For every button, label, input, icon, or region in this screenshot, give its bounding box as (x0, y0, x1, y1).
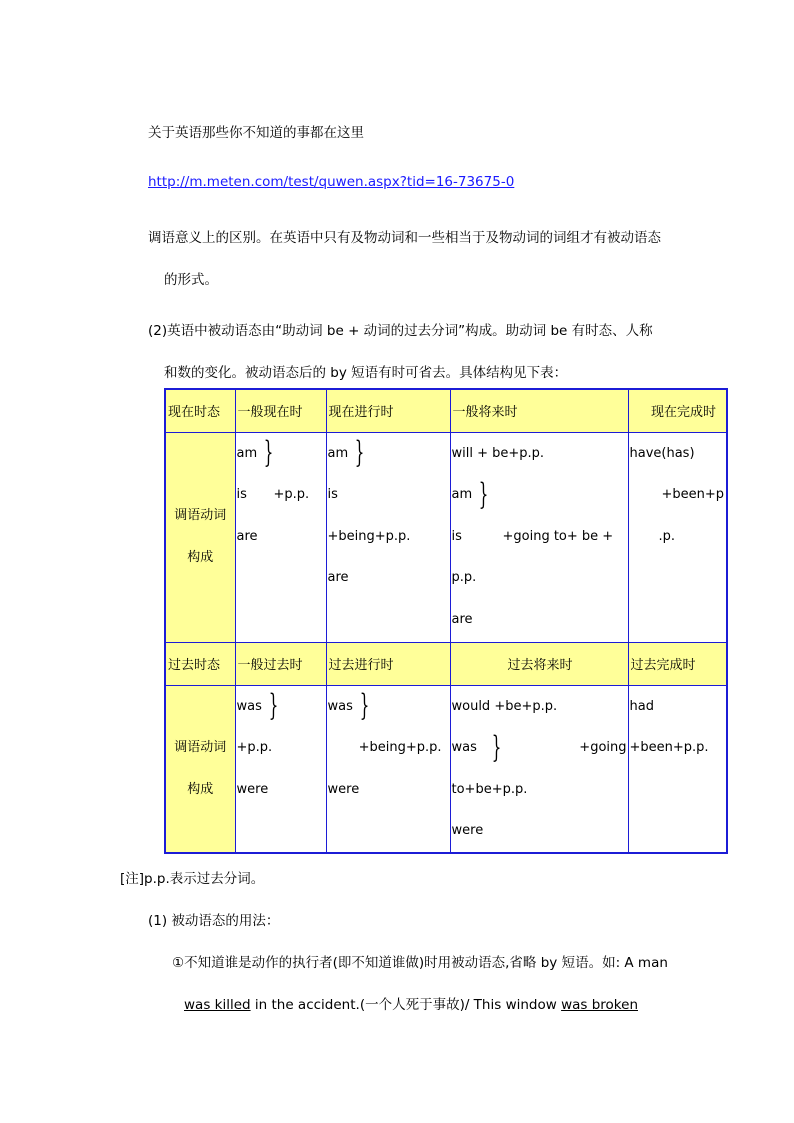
past-progressive-header: 过去进行时 (326, 642, 450, 685)
paragraph-1-line-2: 的形式。 (164, 272, 218, 288)
past-simple-header: 一般过去时 (235, 642, 326, 685)
brace-icon: } (359, 688, 370, 723)
past-progressive-cell: was } +being+p.p. were (326, 685, 450, 853)
brace-icon: } (491, 729, 502, 765)
header-line: 关于英语那些你不知道的事都在这里 (148, 125, 364, 141)
usage-1-line-1: ①不知道谁是动作的执行者(即不知道谁做)时用被动语态,省略 by 短语。如: A man (172, 955, 668, 971)
past-tense-header: 过去时态 (165, 642, 235, 685)
future-cell: will + be+p.p. am } is +going to+ be + p.p. are (450, 432, 628, 642)
past-perfect-header: 过去完成时 (628, 642, 727, 685)
present-perfect-cell: have(has) +been+p .p. (628, 432, 727, 642)
present-perfect-header: 现在完成时 (628, 389, 727, 432)
present-tense-header: 现在时态 (165, 389, 235, 432)
past-future-cell: would +be+p.p. was } +going to+be+p.p. were (450, 685, 628, 853)
paragraph-1-line-1: 调语意义上的区别。在英语中只有及物动词和一些相当于及物动词的词组才有被动语态 (148, 230, 661, 246)
present-header-row (165, 389, 727, 432)
predicate-verb-label: 调语动词 构成 (165, 685, 235, 853)
predicate-verb-label: 调语动词 构成 (165, 432, 235, 642)
present-forms-row (165, 432, 727, 642)
past-perfect-cell: had +been+p.p. (628, 685, 727, 853)
brace-icon: } (268, 688, 279, 723)
past-simple-cell: was } +p.p. were (235, 685, 326, 853)
past-header-row (165, 642, 727, 685)
present-progressive-header: 现在进行时 (326, 389, 450, 432)
brace-icon: } (478, 476, 489, 512)
present-progressive-cell: am } is +being+p.p. are (326, 432, 450, 642)
quwen-link[interactable]: http://m.meten.com/test/quwen.aspx?tid=16-73675-0 (148, 174, 515, 190)
paragraph-2-line-1: (2)英语中被动语态由“助动词 be + 动词的过去分词”构成。助动词 be 有时态、人称 (148, 323, 653, 339)
note: [注]p.p.表示过去分词。 (120, 871, 265, 887)
brace-icon: } (354, 435, 365, 470)
present-simple-header: 一般现在时 (235, 389, 326, 432)
past-forms-row (165, 685, 727, 853)
passive-voice-table (164, 388, 728, 854)
usage-1-line-2: was killed in the accident.(一个人死于事故)/ This window was broken (184, 997, 638, 1013)
present-simple-cell: am } is +p.p. are (235, 432, 326, 642)
past-future-header: 过去将来时 (450, 642, 628, 685)
brace-icon: } (263, 435, 274, 470)
usage-title: (1) 被动语态的用法： (148, 913, 280, 929)
paragraph-2-line-2: 和数的变化。被动语态后的 by 短语有时可省去。具体结构见下表： (164, 365, 568, 381)
future-header: 一般将来时 (450, 389, 628, 432)
